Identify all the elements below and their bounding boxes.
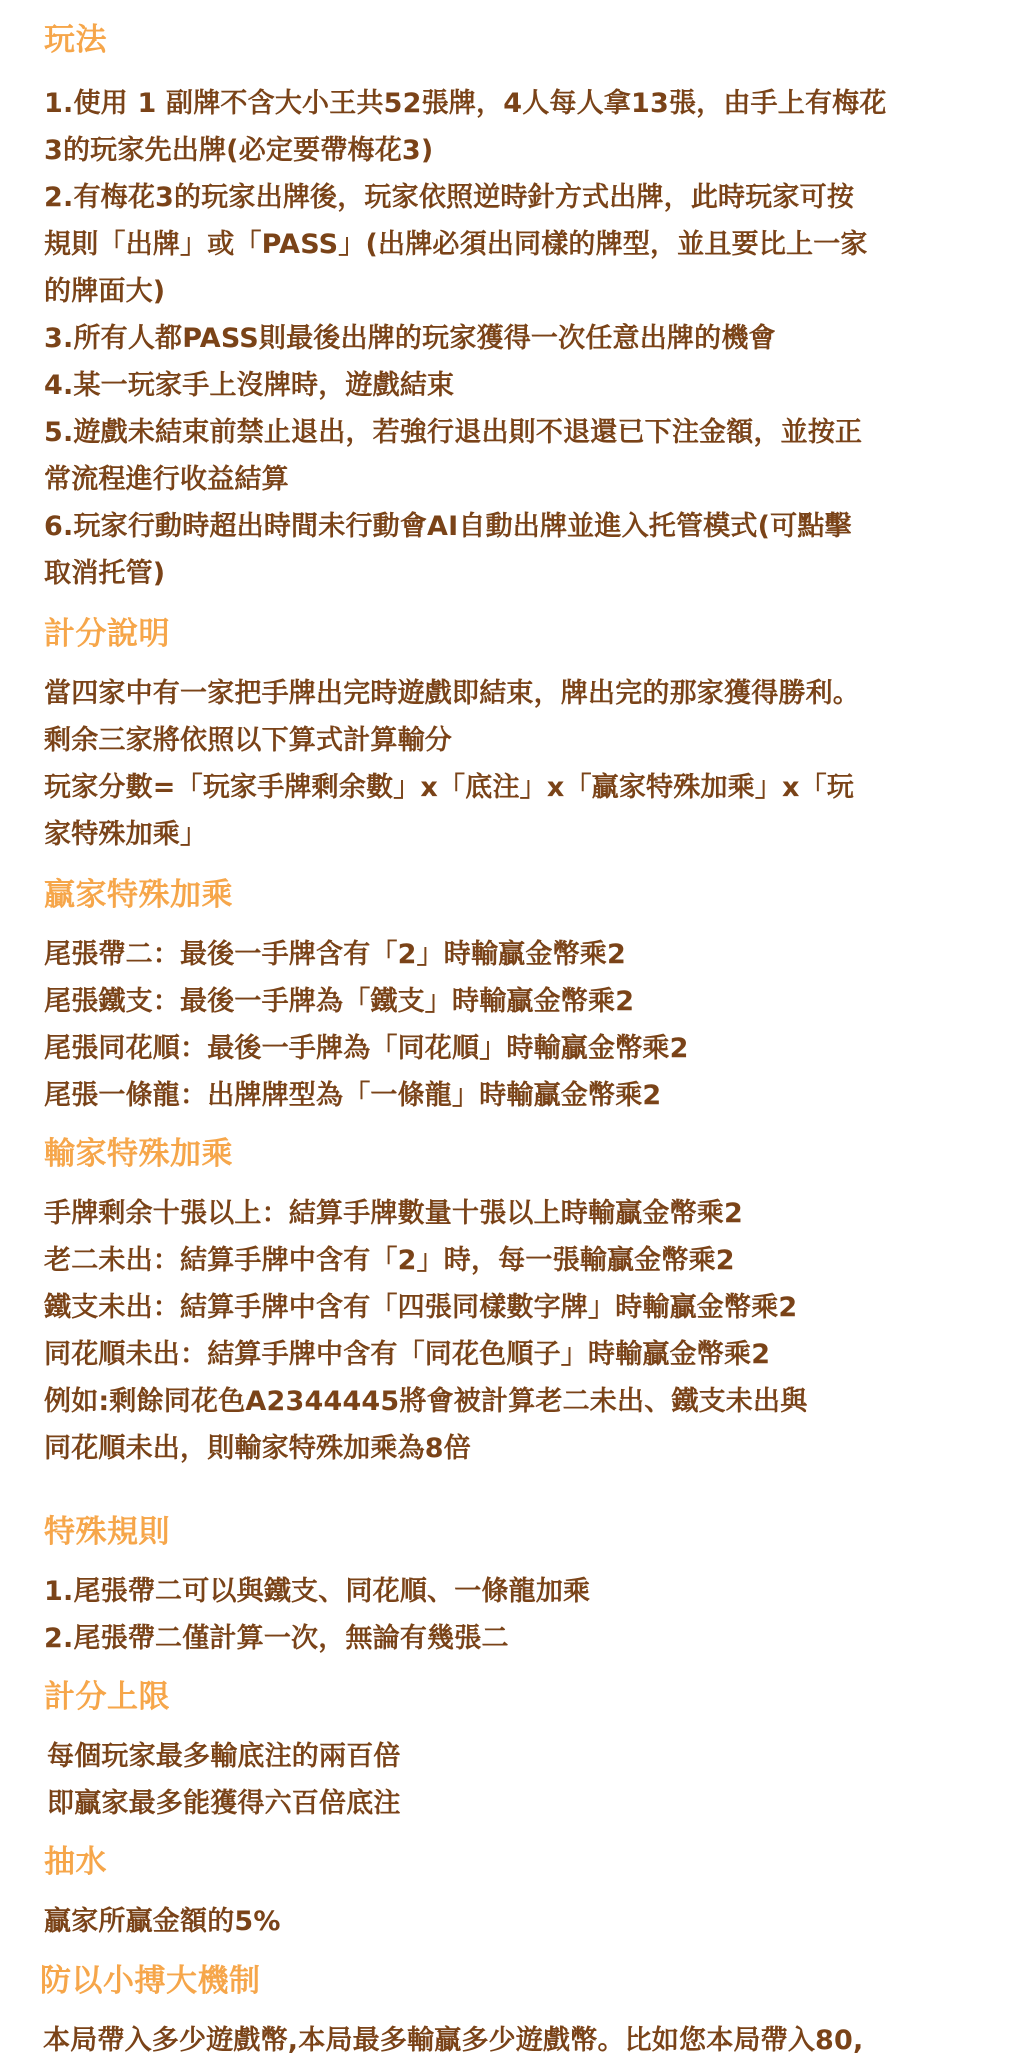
section-gameplay (44, 18, 976, 597)
section-title-rake: 抽水 (44, 1844, 107, 1880)
rule-line: 每個玩家最多輸底注的兩百倍 (47, 1741, 401, 1772)
rule-line: 規則「出牌」或「PASS」(出牌必須出同樣的牌型，並且要比上一家 (44, 229, 868, 260)
rule-line: 同花順未出，則輸家特殊加乘為8倍 (44, 1433, 471, 1464)
section-body-anti-leverage (40, 2017, 976, 2064)
rule-line: 老二未出：結算手牌中含有「2」時，每一張輸贏金幣乘2 (44, 1245, 735, 1276)
rule-line: 5.遊戲未結束前禁止退出，若強行退出則不退還已下注金額，並按正 (44, 417, 863, 448)
section-body-gameplay (44, 80, 976, 597)
rule-line: 即贏家最多能獲得六百倍底注 (47, 1788, 401, 1819)
section-scoring (44, 612, 976, 858)
rule-line: 的牌面大) (44, 276, 166, 307)
section-body-winner-bonus (44, 931, 976, 1119)
section-anti-leverage (40, 1959, 976, 2064)
section-body-scoring (44, 670, 976, 858)
rule-line: 1.尾張帶二可以與鐵支、同花順、一條龍加乘 (44, 1576, 591, 1607)
rule-line: 尾張帶二：最後一手牌含有「2」時輸贏金幣乘2 (44, 939, 626, 970)
rule-line: 1.使用 1 副牌不含大小王共52張牌，4人每人拿13張，由手上有梅花 (44, 88, 887, 119)
rule-line: 2.有梅花3的玩家出牌後，玩家依照逆時針方式出牌，此時玩家可按 (44, 182, 855, 213)
rule-line: 玩家分數=「玩家手牌剩余數」x「底注」x「贏家特殊加乘」x「玩 (44, 772, 855, 803)
rule-line: 3.所有人都PASS則最後出牌的玩家獲得一次任意出牌的機會 (44, 323, 776, 354)
rule-line: 剩余三家將依照以下算式計算輸分 (44, 725, 452, 756)
section-title-anti-leverage: 防以小搏大機制 (40, 1963, 261, 1999)
section-title-score-cap: 計分上限 (44, 1679, 170, 1715)
section-special-rules (44, 1510, 976, 1662)
rule-line: 例如:剩餘同花色A2344445將會被計算老二未出、鐵支未出與 (44, 1386, 808, 1417)
section-winner-bonus (44, 873, 976, 1119)
rule-line: 4.某一玩家手上沒牌時，遊戲結束 (44, 370, 455, 401)
section-body-score-cap (44, 1733, 976, 1827)
rule-line: 尾張同花順：最後一手牌為「同花順」時輸贏金幣乘2 (44, 1033, 689, 1064)
rule-line: 家特殊加乘」 (44, 819, 208, 850)
section-body-rake (44, 1898, 976, 1945)
rule-line: 本局帶入多少遊戲幣,本局最多輸贏多少遊戲幣。比如您本局帶入80, (43, 2025, 864, 2056)
rule-line: 贏家所贏金額的5% (44, 1906, 281, 1937)
section-title-special-rules: 特殊規則 (44, 1514, 170, 1550)
section-rake (44, 1840, 976, 1945)
section-loser-bonus (44, 1132, 976, 1472)
section-title-scoring: 計分說明 (44, 616, 170, 652)
rule-line: 尾張鐵支：最後一手牌為「鐵支」時輸贏金幣乘2 (44, 986, 635, 1017)
section-score-cap (44, 1675, 976, 1827)
rule-line: 同花順未出：結算手牌中含有「同花色順子」時輸贏金幣乘2 (44, 1339, 771, 1370)
section-body-loser-bonus (44, 1190, 976, 1472)
rule-line: 尾張一條龍：出牌牌型為「一條龍」時輸贏金幣乘2 (44, 1080, 662, 1111)
section-title-loser-bonus: 輸家特殊加乘 (44, 1136, 233, 1172)
rule-line: 手牌剩余十張以上：結算手牌數量十張以上時輸贏金幣乘2 (44, 1198, 743, 1229)
rule-line: 取消托管) (44, 558, 166, 589)
section-title-gameplay: 玩法 (44, 22, 107, 58)
rule-line: 6.玩家行動時超出時間未行動會AI自動出牌並進入托管模式(可點擊 (44, 511, 852, 542)
section-body-special-rules (44, 1568, 976, 1662)
rule-line: 鐵支未出：結算手牌中含有「四張同樣數字牌」時輸贏金幣乘2 (44, 1292, 798, 1323)
rule-line: 當四家中有一家把手牌出完時遊戲即結束，牌出完的那家獲得勝利。 (44, 678, 860, 709)
rule-line: 3的玩家先出牌(必定要帶梅花3) (44, 135, 434, 166)
rule-line: 常流程進行收益結算 (44, 464, 289, 495)
rule-line: 2.尾張帶二僅計算一次，無論有幾張二 (44, 1623, 509, 1654)
section-title-winner-bonus: 贏家特殊加乘 (44, 877, 233, 913)
